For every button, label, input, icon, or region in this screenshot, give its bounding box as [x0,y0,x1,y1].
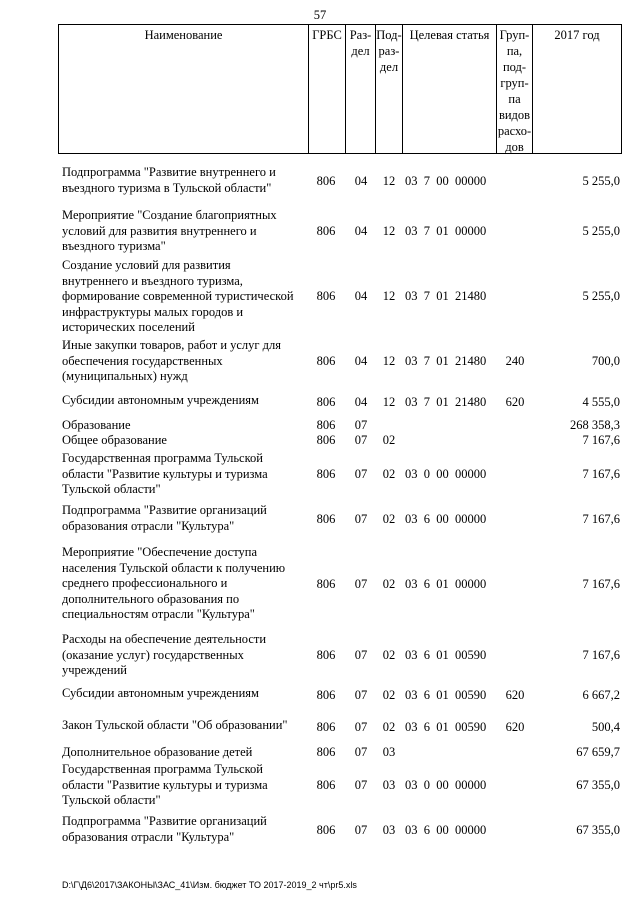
row-group: 240 [505,353,525,368]
row-name-line: Мероприятие "Обеспечение доступа [62,545,258,559]
header-razdel [346,25,376,153]
row-grbs: 806 [316,687,336,702]
row-name [62,208,302,255]
row-podrazdel: 02 [382,719,396,734]
table-row [0,258,640,335]
row-name [62,814,302,845]
row-target: 03 7 01 21480 [405,353,487,368]
row-name-line: Субсидии автономным учреждениям [62,393,259,407]
row-group [498,545,532,624]
row-amount: 500,4 [591,719,620,734]
header-group-line: груп- [500,76,529,90]
row-razdel: 07 [354,719,368,734]
header-group-line: па [508,92,521,106]
header-group-line: Груп- [499,28,530,42]
row-grbs: 806 [316,173,336,188]
row-amount: 6 667,2 [582,687,620,702]
row-name-line: обеспечения государственных [62,353,223,368]
row-target: 03 7 01 21480 [405,394,487,409]
row-grbs: 806 [316,433,336,447]
row-razdel: 07 [354,511,368,526]
row-grbs: 806 [316,394,336,409]
row-name-line: Образование [62,418,131,432]
row-grbs: 806 [316,778,336,792]
row-podrazdel: 02 [382,648,396,662]
row-razdel: 04 [354,173,368,188]
row-grbs: 806 [316,577,336,591]
row-target: 03 0 00 00000 [405,778,487,792]
row-name-line: области "Развитие культуры и туризма [62,777,268,792]
row-razdel: 07 [354,433,368,447]
row-podrazdel: 03 [382,822,396,837]
header-group-line: видов [498,108,531,122]
row-group [498,762,532,809]
header-group [497,25,533,153]
row-name-line: Закон Тульской области "Об образовании" [62,718,288,732]
row-name-line: (муниципальных) нужд [62,369,188,383]
header-target-label: Целевая статья [409,28,490,42]
table-row [0,632,640,679]
row-group [498,208,532,255]
row-podrazdel [376,418,402,433]
header-group-line: расхо- [497,124,532,138]
row-name-line: Иные закупки товаров, работ и услуг для [62,338,282,352]
row-amount: 7 167,6 [582,648,620,662]
row-target: 03 7 01 21480 [405,289,487,303]
row-name-line: образования отрасли "Культура" [62,829,235,844]
table-row [0,545,640,624]
row-name-line: внутреннего и въездного туризма, [62,273,243,288]
table-row [0,745,640,761]
header-target [403,25,497,153]
row-group [498,418,532,433]
row-podrazdel: 12 [382,173,396,188]
row-name-line: Государственная программа Тульской [62,762,263,776]
table-row [0,814,640,846]
row-razdel: 07 [354,778,368,792]
row-razdel: 04 [354,394,368,409]
row-podrazdel: 12 [382,289,396,303]
row-group [498,632,532,679]
row-amount: 67 659,7 [576,745,620,759]
table-row [0,338,640,384]
row-target: 03 6 01 00590 [405,719,487,734]
row-podrazdel: 03 [382,778,396,792]
table-row [0,686,640,704]
row-amount: 67 355,0 [576,778,620,792]
row-podrazdel: 02 [382,687,396,702]
row-name-line: (оказание услуг) государственных [62,647,244,662]
row-group: 620 [505,394,525,409]
header-year-label: 2017 год [554,28,600,42]
row-razdel: 07 [354,822,368,837]
row-name [62,393,302,409]
row-name [62,338,302,385]
row-razdel: 07 [354,648,368,662]
row-name-line: Тульской области" [62,793,161,807]
row-name [62,686,302,702]
row-amount: 5 255,0 [582,289,620,303]
row-name-line: Тульской области" [62,482,161,496]
row-target: 03 6 00 00000 [405,511,487,526]
header-podrazdel [376,25,403,153]
row-name-line: учреждений [62,663,127,677]
row-target: 03 6 01 00000 [405,577,487,591]
row-razdel: 04 [354,289,368,303]
row-razdel: 07 [354,467,368,481]
row-name-line: Подпрограмма "Развитие внутреннего и [62,165,276,179]
row-amount: 268 358,3 [570,418,620,432]
row-name-line: исторических поселений [62,320,195,334]
row-amount: 67 355,0 [576,822,620,837]
header-podrazdel-line: раз- [378,44,400,58]
row-razdel: 04 [354,224,368,238]
row-podrazdel: 12 [382,353,396,368]
header-podrazdel-line: дел [379,60,399,74]
row-grbs: 806 [316,418,336,432]
row-target: 03 6 01 00590 [405,687,487,702]
row-name [62,165,302,196]
row-grbs: 806 [316,289,336,303]
header-grbs-label: ГРБС [312,28,342,42]
row-amount: 7 167,6 [582,467,620,481]
row-name [62,545,302,623]
table-row [0,718,640,736]
row-name [62,632,302,679]
row-grbs: 806 [316,745,336,759]
file-path-footer: D:\Г\Д6\2017\ЗАКОНЫ\ЗАС_41\Изм. бюджет ТО 2017-2019_2 чт\pr5.xls [62,880,357,890]
row-name-line: Мероприятие "Создание благоприятных [62,208,277,222]
row-group [498,165,532,197]
row-group [498,503,532,535]
table-row [0,451,640,498]
table-row [0,503,640,535]
row-name-line: Подпрограмма "Развитие организаций [62,503,267,517]
table-row [0,165,640,197]
table-row [0,393,640,411]
table-row [0,418,640,433]
row-name-line: Расходы на обеспечение деятельности [62,632,267,646]
row-target: 03 6 00 00000 [405,822,487,837]
row-name [62,258,302,336]
row-name-line: въездного туризма" [62,239,166,253]
row-name-line: въездного туризма в Тульской области" [62,180,272,195]
header-razdel-line: дел [351,44,370,58]
row-group [498,258,532,335]
row-grbs: 806 [316,719,336,734]
row-name-line: Субсидии автономным учреждениям [62,686,259,700]
row-grbs: 806 [316,648,336,662]
row-name-line: Создание условий для развития [62,258,231,272]
row-name-line: Государственная программа Тульской [62,451,263,465]
row-amount: 4 555,0 [582,394,620,409]
row-podrazdel: 12 [382,394,396,409]
header-razdel-line: Раз- [349,28,372,42]
row-group [498,451,532,498]
row-podrazdel: 03 [382,745,396,759]
row-name-line: населения Тульской области к получению [62,560,286,575]
row-podrazdel: 02 [382,433,396,447]
row-group [498,814,532,846]
row-razdel: 07 [354,577,368,591]
row-target: 03 7 00 00000 [405,173,487,188]
row-name-line: Общее образование [62,433,167,447]
row-amount: 7 167,6 [582,577,620,591]
header-group-line: дов [505,140,524,154]
row-target: 03 0 00 00000 [405,467,487,481]
row-razdel: 07 [354,687,368,702]
header-name-label: Наименование [144,28,223,42]
row-name-line: среднего профессионального и [62,576,228,590]
row-target [405,418,497,433]
row-target: 03 6 01 00590 [405,648,487,662]
row-name-line: формирование современной туристической [62,289,294,303]
row-name-line: Дополнительное образование детей [62,745,253,759]
row-name [62,762,302,809]
row-amount: 7 167,6 [582,511,620,526]
row-group [498,745,532,761]
row-razdel: 07 [354,418,368,432]
row-grbs: 806 [316,467,336,481]
row-name-line: специальностям отрасли "Культура" [62,607,255,621]
row-podrazdel: 12 [382,224,396,238]
row-podrazdel: 02 [382,511,396,526]
row-grbs: 806 [316,822,336,837]
row-name-line: области "Развитие культуры и туризма [62,466,268,481]
row-name [62,503,302,534]
header-group-line: под- [502,60,527,74]
header-grbs [309,25,346,153]
row-target: 03 7 01 00000 [405,224,487,238]
header-podrazdel-line: Под- [376,28,402,42]
row-group: 620 [505,687,525,702]
row-razdel: 04 [354,353,368,368]
row-name [62,418,302,434]
table-row [0,208,640,255]
table-row [0,762,640,809]
row-podrazdel: 02 [382,577,396,591]
row-grbs: 806 [316,224,336,238]
row-razdel: 07 [354,745,368,759]
row-name [62,718,302,734]
row-amount: 5 255,0 [582,173,620,188]
table-row [0,433,640,449]
row-target [405,433,497,449]
row-group: 620 [505,719,525,734]
row-name [62,745,302,761]
table-header [58,24,622,154]
row-name-line: условий для развития внутреннего и [62,223,257,238]
row-name-line: Подпрограмма "Развитие организаций [62,814,267,828]
header-year [533,25,621,153]
header-group-line: па, [506,44,523,58]
row-name [62,433,302,449]
row-name [62,451,302,498]
row-podrazdel: 02 [382,467,396,481]
row-grbs: 806 [316,353,336,368]
row-target [405,745,497,761]
header-name [59,25,309,153]
row-amount: 700,0 [591,353,620,368]
row-name-line: дополнительного образования по [62,591,240,606]
row-grbs: 806 [316,511,336,526]
row-group [498,433,532,449]
row-amount: 5 255,0 [582,224,620,238]
page-number: 57 [313,8,327,22]
row-name-line: образования отрасли "Культура" [62,518,235,533]
row-amount: 7 167,6 [582,433,620,447]
row-name-line: инфраструктуры малых городов и [62,304,244,319]
